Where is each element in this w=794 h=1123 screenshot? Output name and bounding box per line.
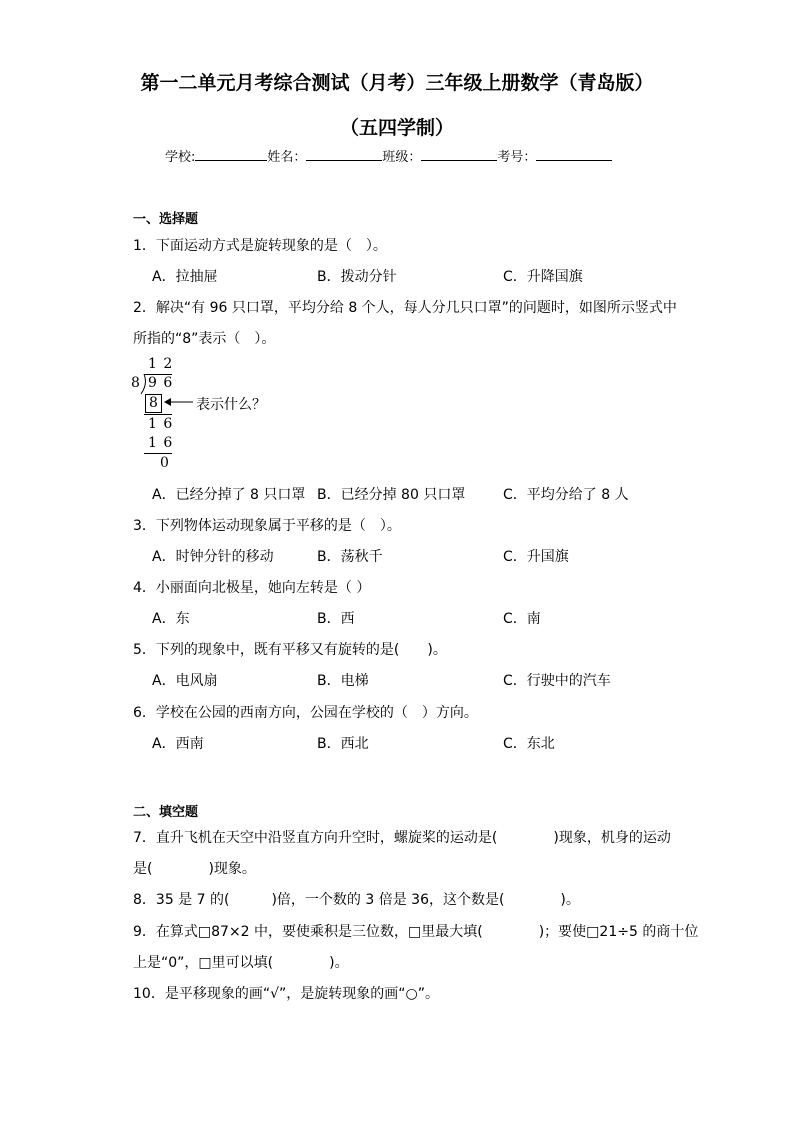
q2-option-c[interactable]: C．平均分给了 8 人 [503, 487, 629, 503]
question-3: 3．下列物体运动现象属于平移的是（ ）。 [133, 518, 401, 534]
divisor: 8 [131, 375, 140, 391]
exam-no-blank[interactable] [536, 148, 612, 161]
q4-option-a[interactable]: A．东 [152, 611, 190, 627]
pointer-arrow [163, 396, 195, 408]
question-9-line2: 上是“0”，□里可以填( )。 [133, 955, 349, 971]
question-1: 1．下面运动方式是旋转现象的是（ ）。 [133, 238, 387, 254]
quotient: 1 2 [148, 356, 174, 372]
exam-no-label: 考号： [497, 150, 537, 165]
q4-option-b[interactable]: B．西 [317, 611, 355, 627]
division-bracket [138, 373, 148, 395]
question-7-line2: 是( )现象。 [133, 861, 256, 877]
question-7-line1: 7．直升飞机在天空中沿竖直方向升空时，螺旋桨的运动是( )现象，机身的运动 [133, 830, 671, 846]
school-blank[interactable] [195, 148, 267, 161]
question-2-line1: 2．解决“有 96 只口罩，平均分给 8 个人，每人分几只口罩”的问题时，如图所示竖式中 [133, 300, 677, 316]
q2-option-a[interactable]: A．已经分掉了 8 只口罩 [152, 487, 306, 503]
q1-option-c[interactable]: C．升降国旗 [503, 269, 583, 285]
question-4: 4．小丽面向北极星，她向左转是（ ） [133, 580, 371, 596]
question-8: 8．35 是 7 的( )倍，一个数的 3 倍是 36，这个数是( )。 [133, 892, 580, 908]
page-subtitle: （五四学制） [339, 117, 454, 139]
subtraction-line-2 [144, 453, 172, 454]
q4-option-c[interactable]: C．南 [503, 611, 541, 627]
page-title: 第一二单元月考综合测试（月考）三年级上册数学（青岛版） [140, 72, 654, 94]
question-2-line2: 所指的“8”表示（ ）。 [133, 331, 276, 347]
name-label: 姓名： [267, 150, 307, 165]
section-title-choice: 一、选择题 [133, 212, 199, 227]
partial-product: 1 6 [148, 435, 174, 451]
q5-option-a[interactable]: A．电风扇 [152, 673, 218, 689]
q3-option-a[interactable]: A．时钟分针的移动 [152, 549, 274, 565]
student-info-line [165, 146, 612, 165]
class-blank[interactable] [421, 148, 497, 161]
q6-option-a[interactable]: A．西南 [152, 736, 204, 752]
dividend: 9 6 [148, 375, 174, 391]
long-division-figure [130, 356, 270, 476]
section-title-fill: 二、填空题 [133, 805, 199, 820]
subtraction-line-1 [144, 414, 172, 415]
annotation-text: 表示什么？ [196, 397, 266, 413]
q6-option-b[interactable]: B．西北 [317, 736, 369, 752]
name-blank[interactable] [306, 148, 382, 161]
q5-option-c[interactable]: C．行驶中的汽车 [503, 673, 611, 689]
q1-option-a[interactable]: A．拉抽屉 [152, 269, 218, 285]
remainder: 0 [160, 455, 169, 471]
class-label: 班级： [382, 150, 422, 165]
question-5: 5．下列的现象中，既有平移又有旋转的是( )。 [133, 642, 447, 658]
partial-remainder: 1 6 [148, 416, 174, 432]
question-6: 6．学校在公园的西南方向，公园在学校的（ ）方向。 [133, 705, 478, 721]
boxed-eight: 8 [145, 394, 162, 413]
school-label: 学校: [165, 150, 196, 165]
q6-option-c[interactable]: C．东北 [503, 736, 555, 752]
q2-option-b[interactable]: B．已经分掉 80 只口罩 [317, 487, 466, 503]
q3-option-b[interactable]: B．荡秋千 [317, 549, 383, 565]
question-9-line1: 9．在算式□87×2 中，要使乘积是三位数，□里最大填( )；要使□21÷5 的商十位 [133, 924, 699, 940]
q3-option-c[interactable]: C．升国旗 [503, 549, 569, 565]
q5-option-b[interactable]: B．电梯 [317, 673, 369, 689]
q1-option-b[interactable]: B．拨动分针 [317, 269, 397, 285]
question-10: 10．是平移现象的画“√”，是旋转现象的画“○”。 [133, 986, 439, 1002]
